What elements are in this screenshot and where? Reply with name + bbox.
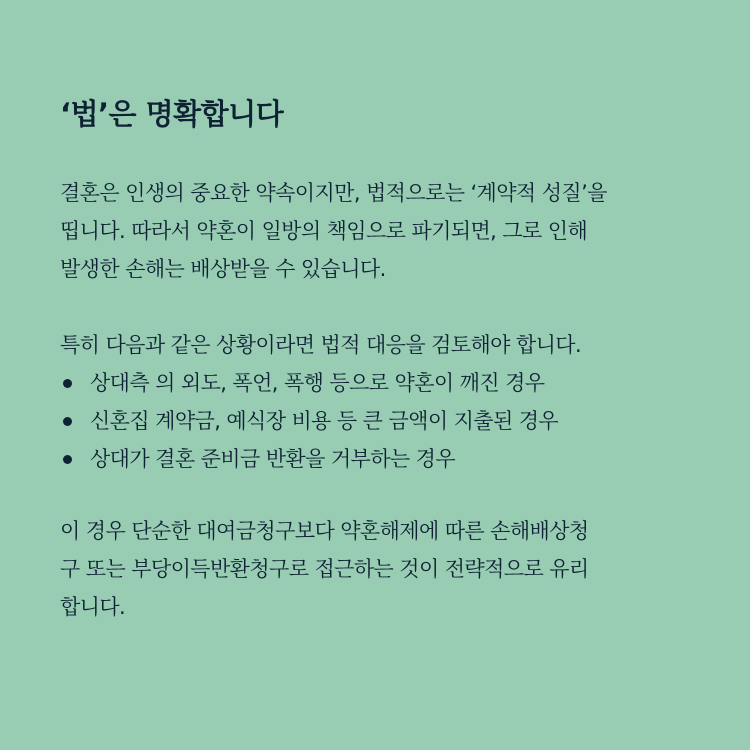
list-item-text: 신혼집 계약금, 예식장 비용 등 큰 금액이 지출된 경우 [90,409,559,433]
list-item [60,440,700,478]
content-card [60,92,700,626]
situations-list [60,364,700,478]
conclusion-line: 합니다. [60,595,126,619]
list-item-text: 상대측 의 외도, 폭언, 폭행 등으로 약혼이 깨진 경우 [90,371,545,395]
intro-line: 띱니다. 따라서 약혼이 일방의 책임으로 파기되면, 그로 인해 [60,219,588,243]
conclusion-line: 이 경우 단순한 대여금청구보다 약혼해제에 따른 손해배상청 [60,519,589,543]
bullet-dot-icon [63,379,72,388]
intro-line: 결혼은 인생의 중요한 약속이지만, 법적으로는 ‘계약적 성질’을 [60,181,607,205]
bullet-dot-icon [63,455,72,464]
conclusion-paragraph [60,512,700,626]
page-title: ‘법’은 명확합니다 [60,97,284,131]
bullet-dot-icon [63,417,72,426]
list-item [60,402,700,440]
situations-section [60,326,700,478]
situations-intro: 특히 다음과 같은 상황이라면 법적 대응을 검토해야 합니다. [60,333,582,357]
conclusion-line: 구 또는 부당이득반환청구로 접근하는 것이 전략적으로 유리 [60,557,589,581]
intro-paragraph [60,174,700,288]
list-item-text: 상대가 결혼 준비금 반환을 거부하는 경우 [90,447,456,471]
list-item [60,364,700,402]
intro-line: 발생한 손해는 배상받을 수 있습니다. [60,257,386,281]
